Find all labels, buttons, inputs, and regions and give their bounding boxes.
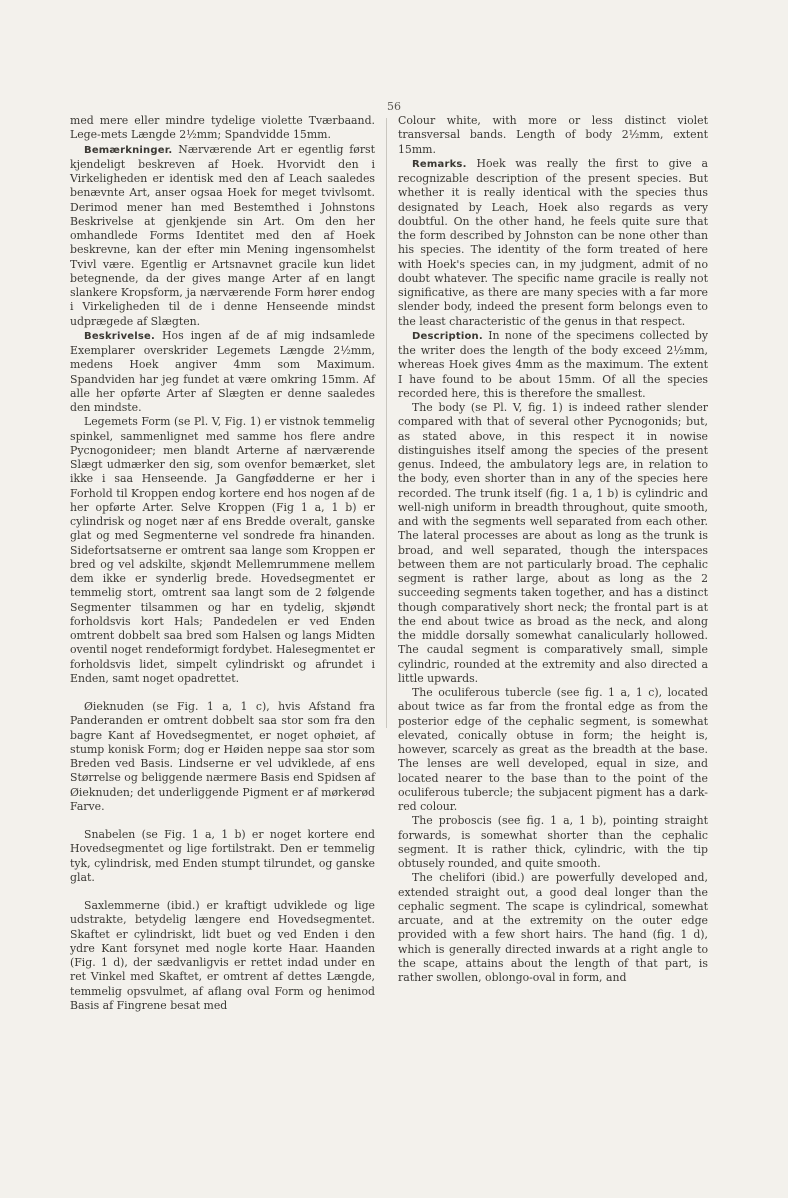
paragraph: The proboscis (see fig. 1 a, 1 b), pointing straight forwards, is somewhat shorter than the cephalic segment. It is rather thick, cylindric, with the tip obtusely rounded, and quite smooth. [398, 814, 708, 870]
paragraph: med mere eller mindre tydelige violette Tværbaand. Lege-mets Længde 2½mm; Spandvidde 15mm. [70, 114, 375, 142]
paragraph: Legemets Form (se Pl. V, Fig. 1) er vistnok temmelig spinkel, sammenlignet med samme hos flere andre Pycnogonideer; men blandt Arterne af nærværende Slægt udmærker den sig, som ovenfor bemærket, slet ikke i saa Henseende. Ja Gangfødderne er her i Forhold til Kroppen endog kortere end hos nogen af de her opførte Arter. Selve Kroppen (Fig 1 a, 1 b) er cylindrisk og noget nær af ens Bredde overalt, ganske glat og med Segmenterne vel sondrede fra hinanden. Sidefortsatserne er omtrent saa lange som Kroppen er bred og vel adskilte, skjøndt Mellemrummene mellem dem ikke er synderlig brede. Hovedsegmentet er temmelig stort, omtrent saa langt som de 2 følgende Segmenter tilsammen og har en tydelig, skjøndt forholdsvis kort Hals; Pandedelen er ved Enden omtrent dobbelt saa bred som Halsen og langs Midten oventil noget rendeformigt fordybet. Halesegmentet er forholdsvis lidet, simpelt cylindriskt og afrundet i Enden, samt noget opadrettet. [70, 415, 375, 685]
english-column [398, 114, 708, 985]
paragraph: Nærværende Art er egentlig først kjendeligt beskreven af Hoek. Hvorvidt den i Virkeligheden er identisk med den af Leach saaledes benævnte Art, anser ogsaa Hoek for meget tvivlsomt. Derimod mener han med Bestemthed i Johnstons Beskrivelse at gjenkjende sin Art. Om den her omhandlede Forms Identitet med den af Hoek beskrevne, kan der efter min Mening ingensomhelst Tvivl være. Egentlig er Artsnavnet gracile kun lidet betegnende, da der gives mange Arter af en langt slankere Kropsform, ja nærværende Form hører endog i Virkeligheden til de i denne Henseende mindst udprægede af Slægten. [70, 142, 375, 328]
section-heading: Beskrivelse. [84, 330, 156, 342]
section-heading: Description. [412, 330, 483, 342]
paragraph: Hoek was really the first to give a recognizable description of the present species. But whether it is really identical with the species thus designated by Leach, Hoek also regards as very doubtful. On the other hand, he feels quite sure that the form described by Johnston can be none other than his species. The identity of the form treated of here with Hoek's species can, in my judgment, admit of no doubt whatever. The specific name gracile is really not significative, as there are many species with a far more slender body, indeed the present form belongs even to the least characteristic of the genus in that respect. [398, 156, 709, 328]
paragraph: In none of the specimens collected by the writer does the length of the body exceed 2½mm, whereas Hoek gives 4mm as the maximum. The extent I have found to be about 15mm. Of all the species recorded here, this is therefore the smallest. [398, 328, 708, 400]
paragraph: Hos ingen af de af mig indsamlede Exemplarer overskrider Legemets Længde 2½mm, medens Hoek angiver 4mm som Maximum. Spandviden har jeg fundet at være omkring 15mm. Af alle her opførte Arter af Slægten er denne saaledes den mindste. [70, 328, 376, 414]
section-heading: Bemærkninger. [84, 144, 173, 156]
paragraph: The chelifori (ibid.) are powerfully developed and, extended straight out, a good deal longer than the cephalic segment. The scape is cylindrical, somewhat arcuate, and at the extremity on the outer edge provided with a few short hairs. The hand (fig. 1 d), which is generally directed inwards at a right angle to the scape, attains about the length of that part, is rather swollen, oblongo-oval in form, and [398, 871, 708, 984]
danish-column [70, 114, 375, 1013]
page-number: 56 [387, 100, 401, 113]
paragraph: Snabelen (se Fig. 1 a, 1 b) er noget kortere end Hovedsegmentet og lige fortilstrakt. Den er temmelig tyk, cylindrisk, med Enden stumpt tilrundet, og ganske glat. [70, 828, 375, 884]
paragraph: Øieknuden (se Fig. 1 a, 1 c), hvis Afstand fra Panderanden er omtrent dobbelt saa stor som fra den bagre Kant af Hovedsegmentet, er noget ophøiet, af stump konisk Form; dog er Høiden neppe saa stor som Breden ved Basis. Lindserne er vel udviklede, af ens Størrelse og beliggende nærmere Basis end Spidsen af Øieknuden; det underliggende Pigment er af mørkerød Farve. [70, 700, 375, 813]
paragraph: Saxlemmerne (ibid.) er kraftigt udviklede og lige udstrakte, betydelig længere end Hovedsegmentet. Skaftet er cylindriskt, lidt buet og ved Enden i den ydre Kant forsynet med nogle korte Haar. Haanden (Fig. 1 d), der sædvanligvis er rettet indad under en ret Vinkel med Skaftet, er omtrent af dettes Længde, temmelig opsvulmet, af aflang oval Form og henimod Basis af Fingrene besat med [70, 899, 375, 1012]
column-divider [386, 118, 387, 728]
paragraph: The oculiferous tubercle (see fig. 1 a, 1 c), located about twice as far from the frontal edge as from the posterior edge of the cephalic segment, is somewhat elevated, conically obtuse in form; the height is, however, scarcely as great as the breadth at the base. The lenses are well developed, equal in size, and located nearer to the base than to the point of the oculiferous tubercle; the subjacent pigment has a dark-red colour. [398, 686, 708, 813]
paragraph: Colour white, with more or less distinct violet transversal bands. Length of body 2½mm, extent 15mm. [398, 114, 708, 156]
section-heading: Remarks. [412, 158, 467, 170]
paragraph: The body (se Pl. V, fig. 1) is indeed rather slender compared with that of several other Pycnogonids; but, as stated above, in this respect it in nowise distinguishes itself among the species of the present genus. Indeed, the ambulatory legs are, in relation to the body, even shorter than in any of the species here recorded. The trunk itself (fig. 1 a, 1 b) is cylindric and well-nigh uniform in breadth throughout, quite smooth, and with the segments well separated from each other. The lateral processes are about as long as the trunk is broad, and well separated, though the interspaces between them are not particularly broad. The cephalic segment is rather large, about as long as the 2 succeeding segments taken together, and has a distinct though comparatively short neck; the frontal part is at the end about twice as broad as the neck, and along the middle dorsally somewhat canalicularly hollowed. The caudal segment is comparatively small, simple cylindric, rounded at the extremity and also directed a little upwards. [398, 401, 708, 685]
